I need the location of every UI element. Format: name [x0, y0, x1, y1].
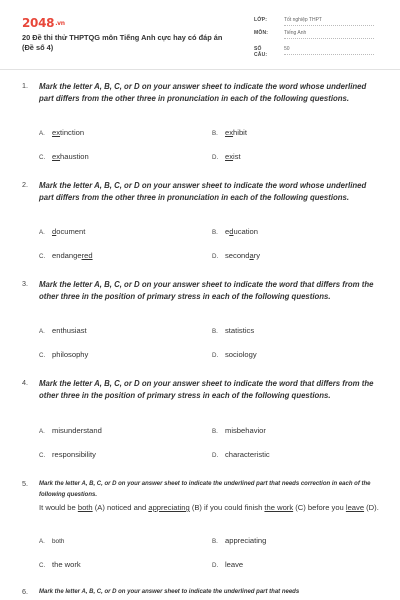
option-letter: C.	[39, 452, 46, 459]
underlined-part: red	[81, 251, 93, 260]
meta-subject-label: MÔN:	[254, 30, 269, 36]
option-text: characteristic	[225, 450, 270, 459]
option-letter: A.	[39, 428, 45, 435]
question-prompt: Mark the letter A, B, C, or D on your answer sheet to indicate the word whose underlined part differs from the other three in pronunciation in each of the following questions.	[39, 181, 367, 202]
option-a[interactable]	[39, 426, 102, 435]
question-prompt: Mark the letter A, B, C, or D on your answer sheet to indicate the underlined part that needs	[39, 589, 300, 595]
option-text: enthusiast	[52, 326, 87, 335]
option-a[interactable]: A. extinction	[39, 128, 85, 137]
meta-subject-value: Tiếng Anh	[284, 30, 374, 39]
option-text: statistics	[225, 326, 255, 335]
option-letter: D.	[212, 562, 219, 569]
option-letter: C.	[39, 352, 46, 359]
option-text: misbehavior	[225, 426, 266, 435]
underlined-part: leave	[345, 503, 365, 512]
option-a[interactable]: A. document	[39, 227, 86, 236]
option-c[interactable]	[39, 560, 81, 569]
underlined-part: d	[52, 227, 57, 236]
option-text: responsibility	[52, 450, 96, 459]
option-letter: D.	[212, 154, 219, 161]
option-b[interactable]	[212, 326, 254, 335]
underlined-part: both	[77, 503, 93, 512]
question-number: 2.	[22, 180, 28, 189]
question-prompt: Mark the letter A, B, C, or D on your answer sheet to indicate the underlined part that needs correction in each of the following questions.	[39, 481, 371, 498]
underlined-part: d	[229, 227, 234, 236]
option-letter: B.	[212, 538, 218, 545]
option-letter: A.	[39, 538, 45, 545]
option-text: appreciating	[225, 536, 267, 545]
question-number: 6.	[22, 587, 28, 596]
option-d[interactable]: D. exist	[212, 152, 241, 161]
underlined-part: appreciating	[148, 503, 190, 512]
underlined-part: ex	[52, 152, 61, 161]
option-text: leave	[225, 560, 244, 569]
option-text: sociology	[225, 350, 257, 359]
option-letter: A.	[39, 328, 45, 335]
option-letter: B.	[212, 130, 218, 137]
option-c[interactable]: C. endangered	[39, 251, 93, 260]
underlined-part: ex	[52, 128, 61, 137]
exam-title: 20 Đề thi thử THPTQG môn Tiếng Anh cực hay có đáp án (Đề số 4)	[22, 33, 223, 52]
option-letter: C.	[39, 253, 46, 260]
option-d[interactable]	[212, 450, 270, 459]
page-header	[0, 0, 400, 70]
option-text: philosophy	[52, 350, 89, 359]
option-letter: D.	[212, 253, 219, 260]
option-letter: C.	[39, 562, 46, 569]
option-letter: B.	[212, 328, 218, 335]
meta-class-value: Tốt nghiệp THPT	[284, 17, 374, 26]
underlined-part: ex	[225, 152, 234, 161]
option-letter: B.	[212, 428, 218, 435]
option-text: both	[52, 538, 65, 545]
question-sentence: It would be both (A) noticed and appreciating (B) if you could finish the work (C) before you leave (D).	[39, 503, 379, 512]
option-letter: D.	[212, 352, 219, 359]
option-letter: B.	[212, 229, 218, 236]
question-prompt: Mark the letter A, B, C, or D on your answer sheet to indicate the word that differs from the other three in the position of primary stress in each of the following questions.	[39, 280, 374, 301]
option-d[interactable]: D. secondary	[212, 251, 261, 260]
option-letter: D.	[212, 452, 219, 459]
logo-text: 2048	[22, 16, 55, 30]
question-number: 3.	[22, 279, 28, 288]
option-text: misunderstand	[52, 426, 102, 435]
question-number: 1.	[22, 81, 28, 90]
underlined-part: a	[249, 251, 254, 260]
meta-count-value: 50	[284, 46, 374, 55]
meta-class-label: LỚP:	[254, 17, 268, 23]
option-c[interactable]	[39, 350, 88, 359]
option-b[interactable]: B. exhibit	[212, 128, 247, 137]
option-b[interactable]	[212, 536, 266, 545]
underlined-part: ex	[225, 128, 234, 137]
option-letter: A.	[39, 229, 45, 236]
option-a[interactable]	[39, 326, 87, 335]
option-letter: A.	[39, 130, 45, 137]
option-a[interactable]	[39, 536, 64, 545]
option-letter: C.	[39, 154, 46, 161]
underlined-part: the work	[264, 503, 294, 512]
question-number: 4.	[22, 378, 28, 387]
site-logo[interactable]	[22, 16, 65, 30]
option-b[interactable]: B. education	[212, 227, 258, 236]
option-d[interactable]	[212, 560, 243, 569]
option-text: the work	[52, 560, 81, 569]
option-d[interactable]	[212, 350, 257, 359]
option-c[interactable]	[39, 450, 96, 459]
question-number: 5.	[22, 479, 28, 488]
logo-suffix: .vn	[55, 20, 65, 27]
question-prompt: Mark the letter A, B, C, or D on your answer sheet to indicate the word that differs from the other three in the position of primary stress in each of the following questions.	[39, 379, 374, 400]
question-prompt: Mark the letter A, B, C, or D on your answer sheet to indicate the word whose underlined part differs from the other three in pronunciation in each of the following questions.	[39, 82, 367, 103]
option-c[interactable]: C. exhaustion	[39, 152, 89, 161]
option-b[interactable]	[212, 426, 266, 435]
meta-count-label: SỐ CÂU:	[254, 46, 268, 58]
